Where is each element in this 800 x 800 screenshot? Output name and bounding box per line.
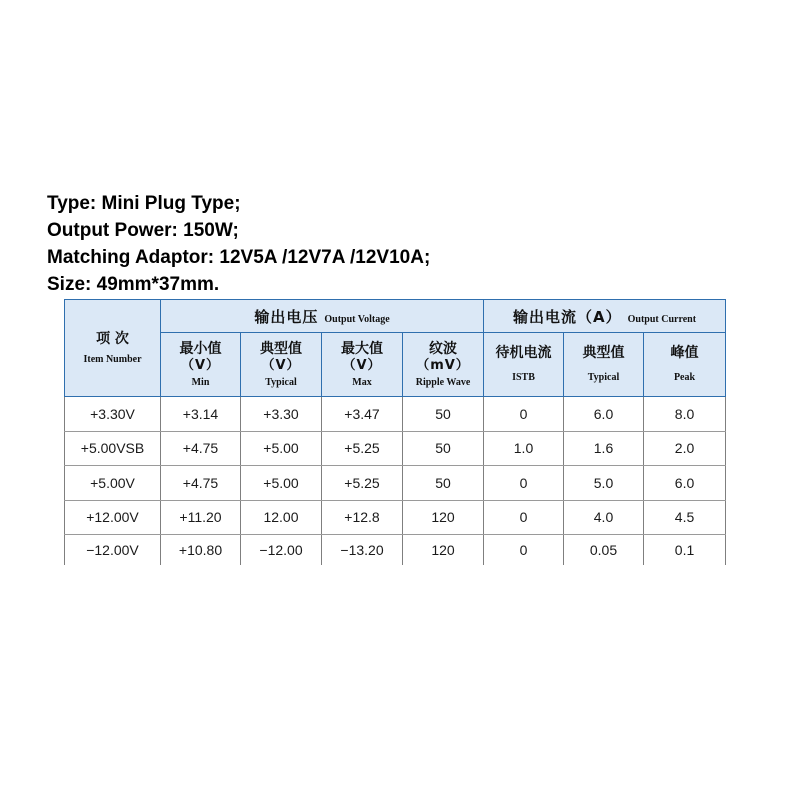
table-cell: +5.00VSB [65, 431, 161, 466]
table-cell: +5.25 [322, 431, 403, 466]
table-cell: 1.0 [484, 431, 564, 466]
table-row [65, 535, 726, 566]
table-row [65, 397, 726, 432]
col-en-label: ISTB [512, 372, 535, 383]
table-cell: +3.30V [65, 397, 161, 432]
table-cell: 120 [403, 500, 484, 535]
table-cell: +5.25 [322, 466, 403, 501]
table-cell: 2.0 [644, 431, 726, 466]
col-unit-label: （V） [180, 357, 221, 373]
table-cell: 8.0 [644, 397, 726, 432]
output-current-cn: 输出电流（A） [512, 307, 622, 326]
col-en-label: Typical [265, 376, 297, 388]
table-cell: 0 [484, 466, 564, 501]
table-cell: +11.20 [161, 500, 241, 535]
table-cell: +5.00 [241, 431, 322, 466]
col-unit-label: （V） [261, 357, 301, 373]
item-number-header [65, 300, 161, 397]
table-cell: 6.0 [644, 466, 726, 501]
col-unit-label: （V） [342, 357, 382, 373]
voltage-col-header-typical [241, 333, 322, 397]
table-cell: 0.05 [564, 535, 644, 566]
col-en-label: Min [191, 376, 210, 388]
output-current-en: Output Current [627, 313, 697, 325]
table-cell: 4.5 [644, 500, 726, 535]
col-cn-label: 最小值 [179, 340, 222, 357]
table-cell: 0.1 [644, 535, 726, 566]
table-cell: +4.75 [161, 431, 241, 466]
table-cell: 6.0 [564, 397, 644, 432]
col-cn-label: 待机电流 [495, 345, 552, 361]
table-cell: +4.75 [161, 466, 241, 501]
table-cell: 50 [403, 431, 484, 466]
col-cn-label: 峰值 [670, 345, 699, 361]
table-cell: 1.6 [564, 431, 644, 466]
voltage-col-header-min [161, 333, 241, 397]
table-cell: 120 [403, 535, 484, 566]
spec-matching-adaptor: Matching Adaptor: 12V5A /12V7A /12V10A; [47, 247, 431, 268]
output-voltage-en: Output Voltage [324, 313, 390, 325]
table-cell: 0 [484, 500, 564, 535]
table-cell: +3.47 [322, 397, 403, 432]
output-voltage-cn: 输出电压 [254, 307, 319, 326]
current-col-header-typical [564, 333, 644, 397]
table-cell: 12.00 [241, 500, 322, 535]
spec-type: Type: Mini Plug Type; [47, 193, 241, 214]
table-cell: 4.0 [564, 500, 644, 535]
table-cell: 50 [403, 466, 484, 501]
table-row [65, 500, 726, 535]
voltage-col-header-max [322, 333, 403, 397]
table-cell: +10.80 [161, 535, 241, 566]
current-col-header-standby [484, 333, 564, 397]
col-en-label: Max [352, 376, 372, 388]
table-cell: −12.00V [65, 535, 161, 566]
output-voltage-group-header [161, 300, 484, 333]
table-cell: −13.20 [322, 535, 403, 566]
col-en-label: Peak [673, 372, 696, 383]
table-cell: 0 [484, 397, 564, 432]
spec-table-body [65, 397, 726, 566]
table-row [65, 466, 726, 501]
item-number-header-en: Item Number [83, 353, 142, 365]
current-col-header-peak [644, 333, 726, 397]
item-number-header-cn: 项 次 [96, 330, 129, 347]
table-cell: +12.00V [65, 500, 161, 535]
spec-output-power: Output Power: 150W; [47, 220, 239, 241]
voltage-col-header-ripple [403, 333, 484, 397]
table-cell: +5.00 [241, 466, 322, 501]
table-cell: −12.00 [241, 535, 322, 566]
table-cell: 0 [484, 535, 564, 566]
table-cell: +3.30 [241, 397, 322, 432]
table-row [65, 431, 726, 466]
col-cn-label: 典型值 [260, 340, 302, 357]
output-current-group-header [484, 300, 726, 333]
table-cell: 5.0 [564, 466, 644, 501]
spec-list [47, 190, 430, 298]
spec-size: Size: 49mm*37mm. [47, 274, 220, 295]
col-en-label: Ripple Wave [415, 376, 471, 388]
table-cell: 50 [403, 397, 484, 432]
col-en-label: Typical [587, 372, 620, 383]
col-unit-label: （mV） [416, 357, 470, 373]
col-cn-label: 纹波 [429, 340, 457, 357]
table-cell: +3.14 [161, 397, 241, 432]
table-cell: +12.8 [322, 500, 403, 535]
col-cn-label: 典型值 [582, 345, 625, 361]
table-cell: +5.00V [65, 466, 161, 501]
col-cn-label: 最大值 [341, 340, 383, 357]
output-spec-table [64, 299, 726, 565]
